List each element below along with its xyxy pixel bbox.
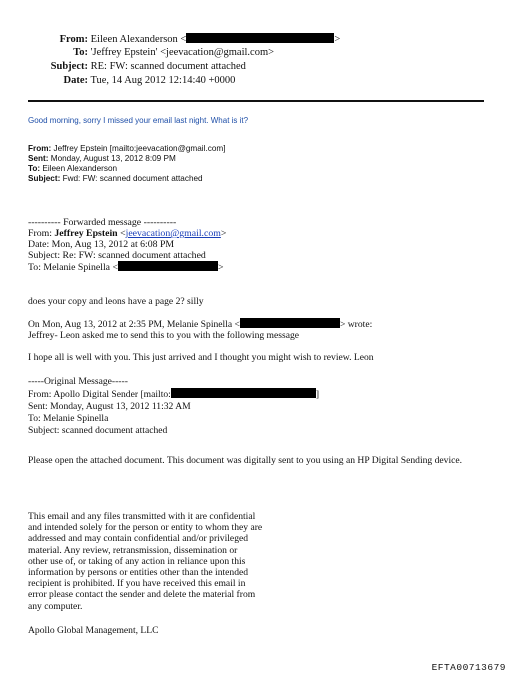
disclaimer-line: error please contact the sender and delete the material from bbox=[28, 589, 256, 601]
original-from-close: ] bbox=[315, 389, 320, 400]
quoted-to-label: To: bbox=[28, 164, 41, 173]
header-from-row bbox=[10, 33, 340, 46]
original-from-prefix: From: Apollo Digital Sender [mailto: bbox=[28, 389, 171, 400]
forwarded-from-row bbox=[28, 228, 226, 239]
header-from-value: Eileen Alexanderson < bbox=[90, 34, 187, 45]
email-link[interactable]: jeevacation@gmail.com bbox=[125, 228, 221, 239]
message-silly: does your copy and leons have a page 2? silly bbox=[28, 296, 204, 307]
disclaimer-line: recipient is prohibited. If you have received this email in bbox=[28, 578, 246, 590]
forwarded-subject: Subject: Re: FW: scanned document attached bbox=[28, 250, 206, 261]
message-leon: I hope all is well with you. This just arrived and I thought you might wish to review. Leon bbox=[28, 352, 374, 363]
message-hp-sending: Please open the attached document. This document was digitally sent to you using an HP Digital Sending device. bbox=[28, 455, 463, 466]
quoted-sent-value: Monday, August 13, 2012 8:09 PM bbox=[48, 154, 176, 163]
quoted-subject-label: Subject: bbox=[28, 174, 61, 183]
redaction-box bbox=[118, 261, 218, 271]
quoted-to-row bbox=[28, 164, 225, 174]
quoted-to-value: Eileen Alexanderson bbox=[40, 164, 118, 173]
original-to: To: Melanie Spinella bbox=[28, 413, 109, 424]
disclaimer-line: information by persons or entities other than the intended bbox=[28, 567, 249, 579]
header-date-label: Date: bbox=[63, 75, 88, 86]
redaction-box bbox=[171, 388, 316, 398]
on-wrote-prefix: On Mon, Aug 13, 2012 at 2:35 PM, Melanie Spinella < bbox=[28, 319, 240, 330]
header-date-value: Tue, 14 Aug 2012 12:14:40 +0000 bbox=[90, 75, 236, 86]
signature: Apollo Global Management, LLC bbox=[28, 625, 159, 636]
quoted-header bbox=[28, 144, 225, 184]
forwarded-from-name: Jeffrey Epstein bbox=[54, 228, 118, 239]
header-date-row bbox=[10, 74, 235, 87]
header-subject-row bbox=[10, 60, 246, 73]
disclaimer-line: and intended solely for the person or entity to whom they are bbox=[28, 522, 263, 534]
quoted-sent-label: Sent: bbox=[28, 154, 49, 163]
redaction-box bbox=[186, 33, 334, 43]
forwarded-to-prefix: To: Melanie Spinella < bbox=[28, 262, 118, 273]
header-subject-label: Subject: bbox=[50, 61, 88, 72]
leon-asked-line: Jeffrey- Leon asked me to send this to you with the following message bbox=[28, 330, 300, 341]
original-sent: Sent: Monday, August 13, 2012 11:32 AM bbox=[28, 401, 191, 412]
forwarded-from-close: > bbox=[220, 228, 227, 239]
header-to-value: 'Jeffrey Epstein' <jeevacation@gmail.com> bbox=[90, 47, 275, 58]
header-divider bbox=[28, 100, 484, 102]
quoted-from-value: Jeffrey Epstein [mailto:jeevacation@gmail.com] bbox=[51, 144, 226, 153]
header-to-row bbox=[10, 46, 274, 59]
redaction-box bbox=[240, 318, 340, 328]
confidentiality-disclaimer bbox=[28, 511, 262, 612]
forwarded-from-open: < bbox=[117, 228, 126, 239]
quoted-subject-value: Fwd: FW: scanned document attached bbox=[60, 174, 203, 183]
header-from-label: From: bbox=[59, 34, 88, 45]
original-message-block bbox=[28, 376, 319, 437]
quoted-sent-row bbox=[28, 154, 225, 164]
disclaimer-line: addressed and may contain confidential and/or privileged bbox=[28, 533, 249, 545]
header-to-label: To: bbox=[73, 47, 88, 58]
header-from-tail: > bbox=[334, 34, 341, 45]
disclaimer-line: other use of, or taking of any action in reliance upon this bbox=[28, 555, 246, 567]
original-divider: -----Original Message----- bbox=[28, 376, 128, 387]
forwarded-block bbox=[28, 217, 226, 273]
forwarded-date: Date: Mon, Aug 13, 2012 at 6:08 PM bbox=[28, 239, 175, 250]
original-subject: Subject: scanned document attached bbox=[28, 425, 168, 436]
forwarded-to-row bbox=[28, 261, 226, 273]
disclaimer-line: material. Any review, retransmission, dissemination or bbox=[28, 544, 238, 556]
quoted-subject-row bbox=[28, 174, 225, 184]
reply-message: Good morning, sorry I missed your email last night. What is it? bbox=[28, 116, 249, 125]
header-subject-value: RE: FW: scanned document attached bbox=[90, 61, 246, 72]
forwarded-from-prefix: From: bbox=[28, 228, 55, 239]
disclaimer-line: any computer. bbox=[28, 600, 83, 612]
disclaimer-line: This email and any files transmitted with it are confidential bbox=[28, 511, 256, 522]
original-from-row bbox=[28, 388, 319, 401]
quoted-from-label: From: bbox=[28, 144, 52, 153]
quoted-from-row bbox=[28, 144, 225, 154]
forwarded-to-close: > bbox=[218, 262, 224, 273]
forwarded-divider: ---------- Forwarded message ---------- bbox=[28, 217, 177, 228]
on-wrote-suffix: > wrote: bbox=[339, 319, 373, 330]
bates-number: EFTA00713679 bbox=[431, 662, 506, 673]
